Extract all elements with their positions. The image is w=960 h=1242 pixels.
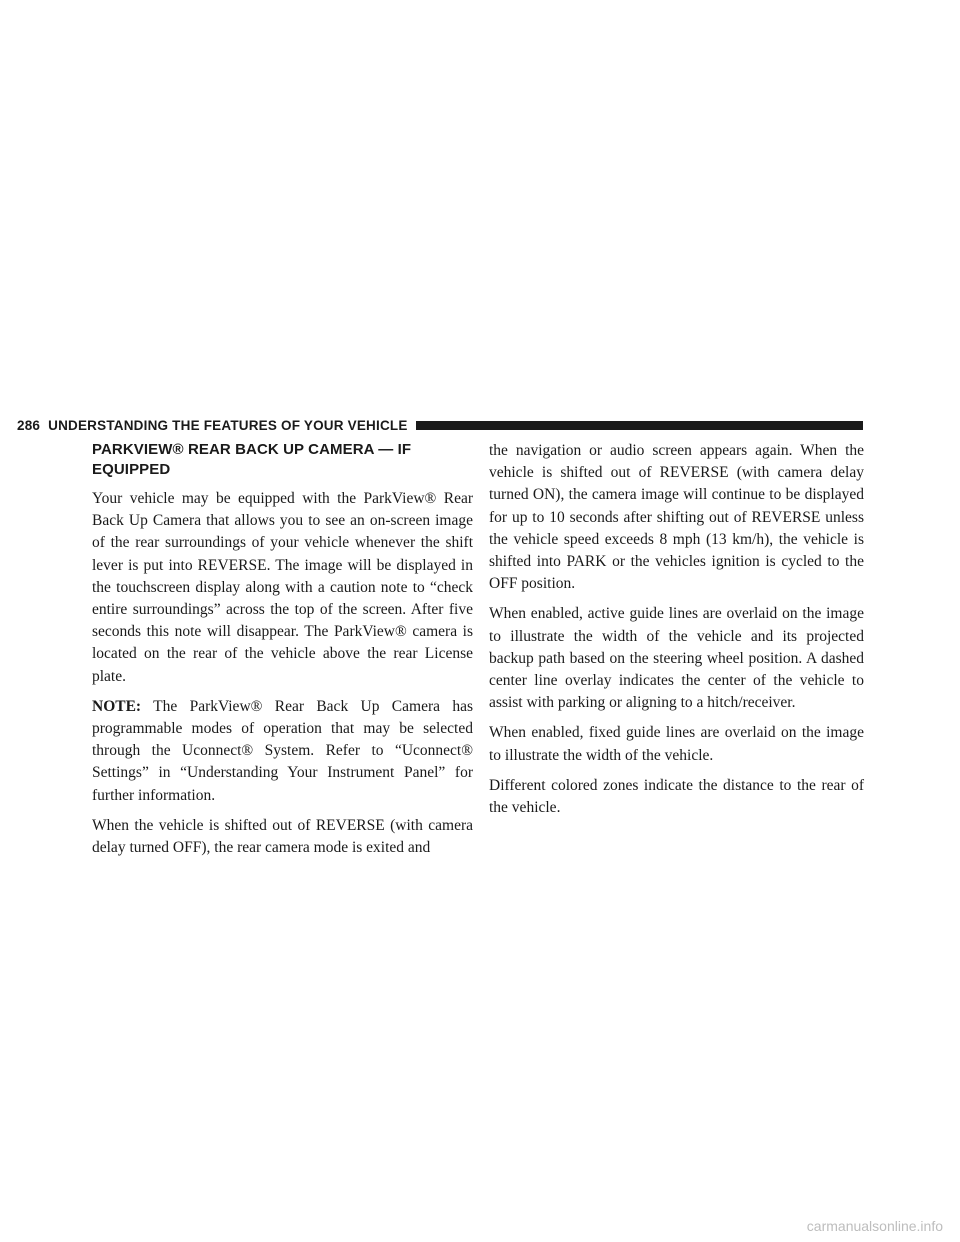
page-header [17, 416, 863, 434]
fixed-guidelines-paragraph: When enabled, fixed guide lines are overlaid on the image to illustrate the width of the vehicle. [489, 724, 864, 764]
reverse-off-paragraph: When the vehicle is shifted out of REVERSE (with camera delay turned OFF), the rear camera mode is exited and [92, 816, 473, 857]
reverse-on-paragraph: the navigation or audio screen appears again. When the vehicle is shifted out of REVERSE (with camera delay turned ON), the camera image will continue to be displayed for up to 10 seconds after shifting out of REVERSE unless the vehicle speed exceeds 8 mph (13 km/h), the vehicle is shifted into PARK or the vehicles ignition is cycled to the OFF position. [489, 442, 864, 593]
running-head: UNDERSTANDING THE FEATURES OF YOUR VEHICLE [48, 417, 408, 433]
left-column [92, 440, 473, 867]
active-guidelines-paragraph: When enabled, active guide lines are overlaid on the image to illustrate the width of the vehicle and its projected backup path based on the steering wheel position. A dashed center line overlay indicates the center of the vehicle to assist with parking or aligning to a hitch/receiver. [489, 605, 864, 712]
colored-zones-paragraph: Different colored zones indicate the distance to the rear of the vehicle. [489, 776, 864, 817]
note-paragraph [92, 696, 473, 807]
section-title: PARKVIEW® REAR BACK UP CAMERA — IF EQUIPPED [92, 441, 412, 478]
page-number: 286 [17, 417, 41, 433]
header-rule [416, 421, 863, 430]
right-column [489, 440, 864, 827]
intro-paragraph: Your vehicle may be equipped with the ParkView® Rear Back Up Camera that allows you to see an on-screen image of the rear surroundings of your vehicle whenever the shift lever is put into REVERSE. The image will be displayed in the touchscreen display along with a caution note to “check entire surroundings” across the top of the screen. After five seconds this note will disappear. The ParkView® camera is located on the rear of the vehicle above the rear License plate. [92, 490, 473, 685]
note-text: The ParkView® Rear Back Up Camera has programmable modes of operation that may be selected through the Uconnect® System. Refer to “Uconnect® Settings” in “Understanding Your Instrument Panel” for further information. [92, 697, 473, 804]
watermark: carmanualsonline.info [806, 1218, 943, 1234]
note-label: NOTE: [92, 697, 142, 715]
